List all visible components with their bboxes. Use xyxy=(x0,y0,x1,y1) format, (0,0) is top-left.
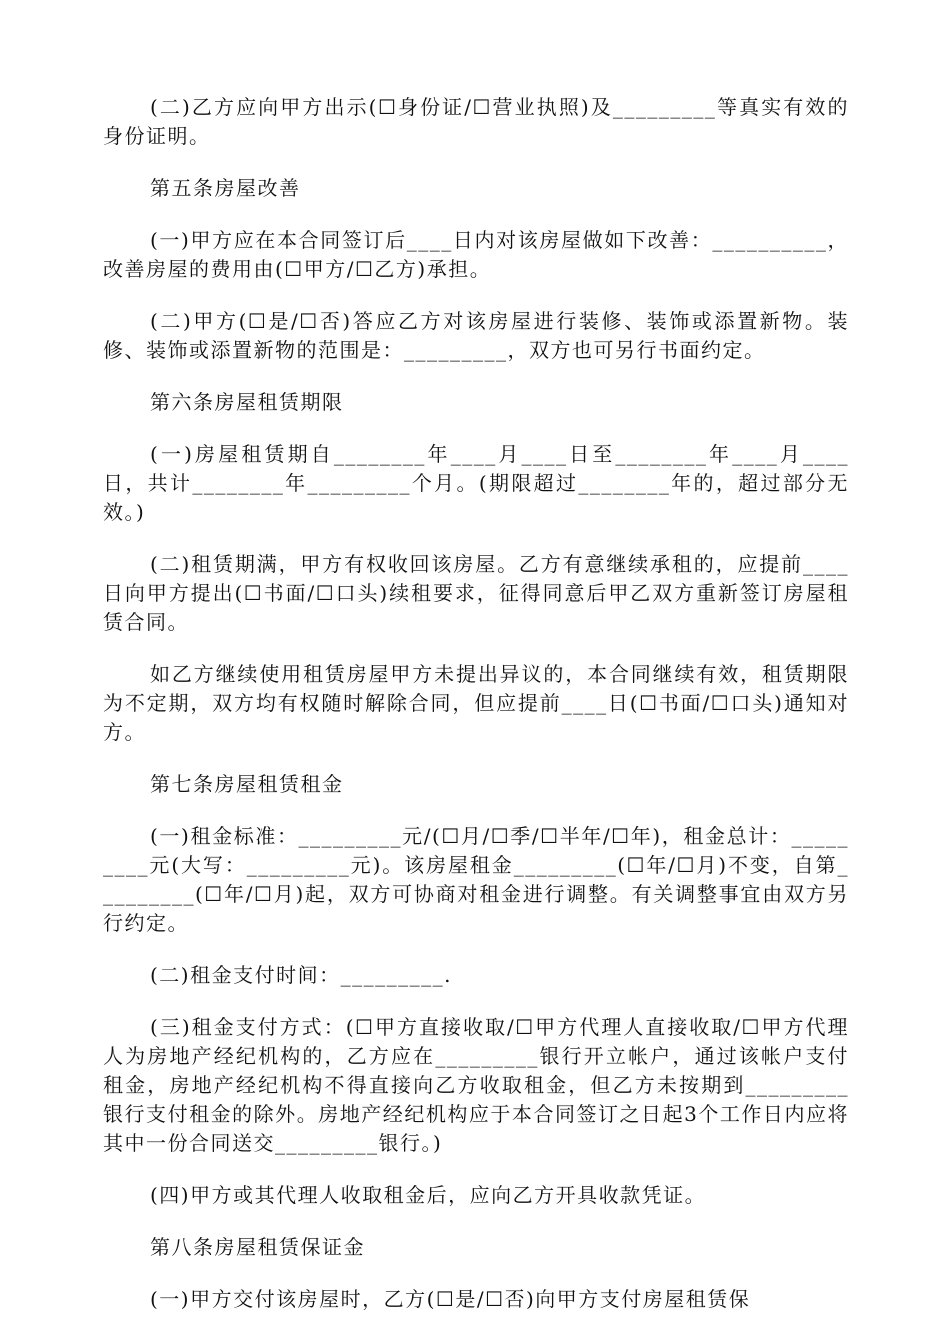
paragraph-deposit-1: (一)甲方交付该房屋时，乙方(☐是/☐否)向甲方支付房屋租赁保 xyxy=(150,1287,751,1311)
paragraph-id-proof: (二)乙方应向甲方出示(☐身份证/☐营业执照)及_________等真实有效的身份证明。 xyxy=(103,95,849,148)
paragraph-term-1: (一)房屋租赁期自________年____月____日至________年____月____日，共计________年_________个月。(期限超过________年的，超过部分无效。) xyxy=(103,442,849,524)
paragraph-rent-4: (四)甲方或其代理人收取租金后，应向乙方开具收款凭证。 xyxy=(150,1183,707,1207)
heading-article-8: 第八条房屋租赁保证金 xyxy=(150,1235,365,1259)
heading-article-7: 第七条房屋租赁租金 xyxy=(150,772,344,796)
heading-article-5: 第五条房屋改善 xyxy=(150,176,301,200)
paragraph-term-3: 如乙方继续使用租赁房屋甲方未提出异议的，本合同继续有效，租赁期限为不定期，双方均有权随时解除合同，但应提前____日(☐书面/☐口头)通知对方。 xyxy=(103,662,849,744)
contract-page xyxy=(103,93,849,1337)
paragraph-rent-2: (二)租金支付时间：_________. xyxy=(150,963,452,987)
paragraph-term-2: (二)租赁期满，甲方有权收回该房屋。乙方有意继续承租的，应提前____日向甲方提出(☐书面/☐口头)续租要求，征得同意后甲乙双方重新签订房屋租赁合同。 xyxy=(103,552,849,634)
paragraph-rent-3: (三)租金支付方式：(☐甲方直接收取/☐甲方代理人直接收取/☐甲方代理人为房地产经纪机构的，乙方应在_________银行开立帐户，通过该帐户支付租金，房地产经纪机构不得直接向乙方收取租金，但乙方未按期到_________银行支付租金的除外。房地产经纪机构应于本合同签订之日起3个工作日内应将其中一份合同送交_________银行。) xyxy=(103,1015,849,1155)
paragraph-improvement-2: (二)甲方(☐是/☐否)答应乙方对该房屋进行装修、装饰或添置新物。装修、装饰或添置新物的范围是：_________，双方也可另行书面约定。 xyxy=(103,309,849,362)
paragraph-improvement-1: (一)甲方应在本合同签订后____日内对该房屋做如下改善：__________，改善房屋的费用由(☐甲方/☐乙方)承担。 xyxy=(103,228,849,281)
heading-article-6: 第六条房屋租赁期限 xyxy=(150,390,344,414)
paragraph-rent-1: (一)租金标准：_________元/(☐月/☐季/☐半年/☐年)，租金总计：_________元(大写：_________元)。该房屋租金_________(☐年/☐月)不变，自第_________(☐年/☐月)起，双方可协商对租金进行调整。有关调整事宜由双方另行约定。 xyxy=(103,824,849,935)
